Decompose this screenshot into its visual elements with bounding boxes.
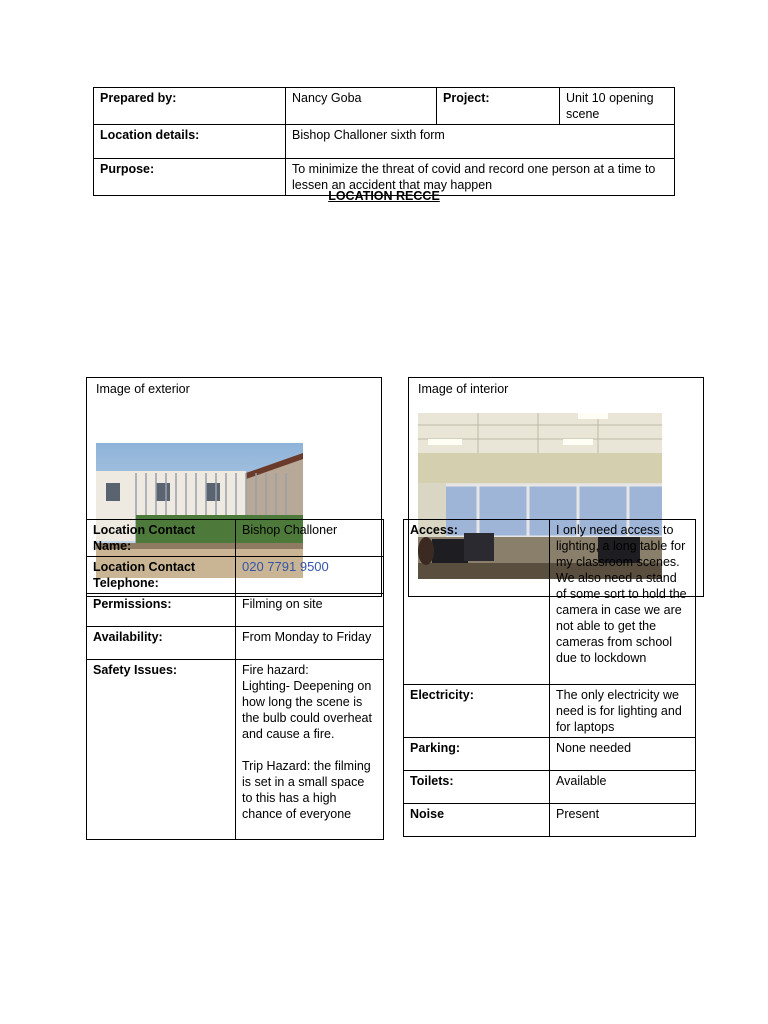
fire-hazard-heading: Fire hazard: [242,663,309,677]
noise-value: Present [550,804,696,837]
lighting-hazard-text: Lighting- Deepening on how long the scene is the bulb could overheat and cause a fire. [242,679,372,741]
toilets-value: Available [550,771,696,804]
contact-telephone-label: Location Contact Telephone: [87,557,236,594]
exterior-image-label: Image of exterior [96,382,190,396]
parking-label: Parking: [404,738,550,771]
contact-telephone-link[interactable]: 020 7791 9500 [242,559,329,574]
prepared-by-value: Nancy Goba [286,88,437,125]
page-title: LOCATION RECCE [328,189,440,203]
availability-label: Availability: [87,627,236,660]
purpose-label: Purpose: [94,159,286,196]
access-value: I only need access to lighting, a long table for my classroom scenes. We also need a stand of some sort to hold the camera in case we are not able to get the cameras from school due to lockdown [550,520,696,685]
electricity-label: Electricity: [404,685,550,738]
electricity-value: The only electricity we need is for lighting and for laptops [550,685,696,738]
contact-name-label: Location Contact Name: [87,520,236,557]
prepared-by-label: Prepared by: [94,88,286,125]
trip-hazard-text: Trip Hazard: the filming is set in a small space to this has a high chance of everyone [242,759,371,821]
location-details-value: Bishop Challoner sixth form [286,125,675,159]
location-details-label: Location details: [94,125,286,159]
interior-image-label: Image of interior [418,382,509,396]
permissions-value: Filming on site [236,594,384,627]
purpose-value: To minimize the threat of covid and record one person at a time to lessen an accident that may happen [286,159,675,196]
availability-value: From Monday to Friday [236,627,384,660]
facilities-table [403,519,696,837]
project-value: Unit 10 opening scene [560,88,675,125]
permissions-label: Permissions: [87,594,236,627]
safety-issues-cell [236,660,384,840]
access-label: Access: [404,520,550,685]
noise-label: Noise [404,804,550,837]
contact-name-value: Bishop Challoner [236,520,384,557]
parking-value: None needed [550,738,696,771]
safety-issues-label: Safety Issues: [87,660,236,840]
header-table [93,87,675,196]
location-contact-table [86,519,384,840]
toilets-label: Toilets: [404,771,550,804]
project-label: Project: [437,88,560,125]
